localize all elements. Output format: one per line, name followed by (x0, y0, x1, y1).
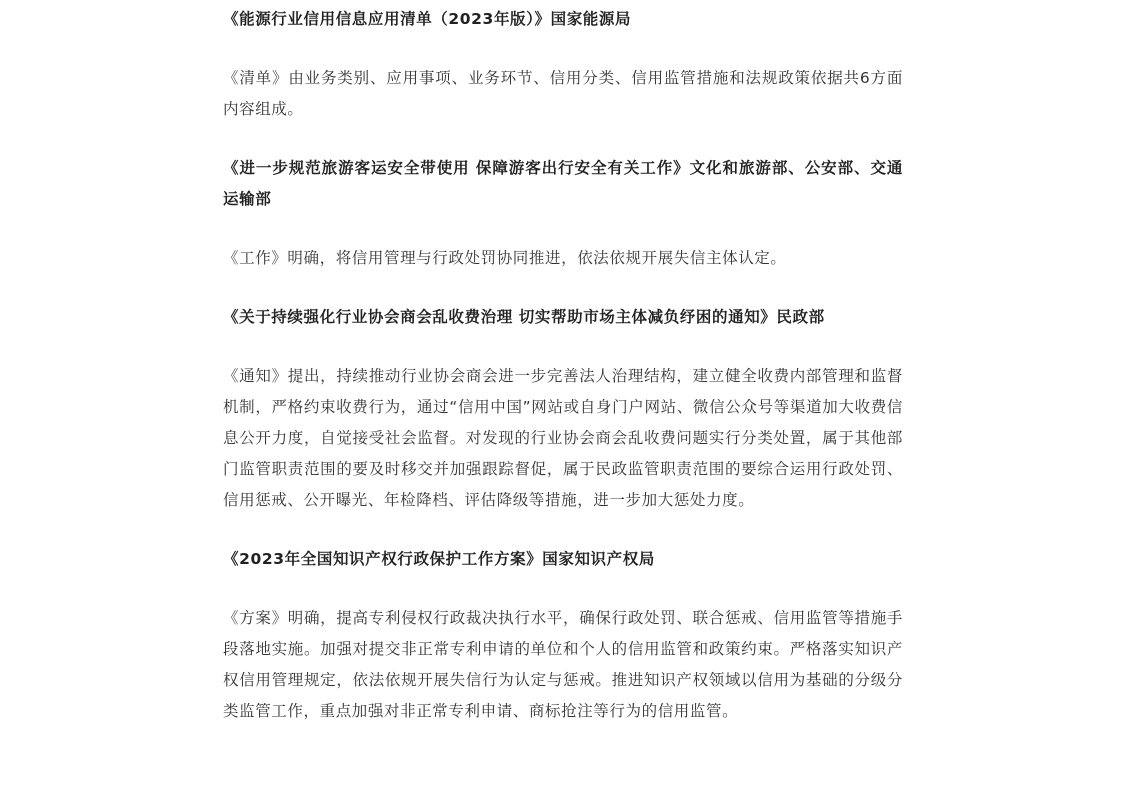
spacer (223, 215, 903, 243)
section-heading: 《进一步规范旅游客运安全带使用 保障游客出行安全有关工作》文化和旅游部、公安部、交通运输部 (223, 159, 903, 208)
section-paragraph: 《工作》明确，将信用管理与行政处罚协同推进，依法依规开展失信主体认定。 (223, 249, 787, 267)
section-paragraph: 《方案》明确，提高专利侵权行政裁决执行水平，确保行政处罚、联合惩戒、信用监管等措施手段落地实施。加强对提交非正常专利申请的单位和个人的信用监管和政策约束。严格落实知识产权信用管理规定，依法依规开展失信行为认定与惩戒。推进知识产权领域以信用为基础的分级分类监管工作，重点加强对非正常专利申请、商标抢注等行为的信用监管。 (223, 609, 903, 720)
section-heading: 《关于持续强化行业协会商会乱收费治理 切实帮助市场主体减负纾困的通知》民政部 (223, 308, 825, 326)
article-body (223, 4, 903, 727)
spacer (223, 516, 903, 544)
spacer (223, 274, 903, 302)
spacer (223, 35, 903, 63)
spacer (223, 575, 903, 603)
section-heading: 《2023年全国知识产权行政保护工作方案》国家知识产权局 (223, 550, 655, 568)
section-paragraph: 《清单》由业务类别、应用事项、业务环节、信用分类、信用监管措施和法规政策依据共6方面内容组成。 (223, 69, 903, 118)
spacer (223, 333, 903, 361)
section-heading: 《能源行业信用信息应用清单（2023年版）》国家能源局 (223, 10, 632, 28)
section-paragraph: 《通知》提出，持续推动行业协会商会进一步完善法人治理结构，建立健全收费内部管理和监督机制，严格约束收费行为，通过“信用中国”网站或自身门户网站、微信公众号等渠道加大收费信息公开力度，自觉接受社会监督。对发现的行业协会商会乱收费问题实行分类处置，属于其他部门监管职责范围的要及时移交并加强跟踪督促，属于民政监管职责范围的要综合运用行政处罚、信用惩戒、公开曝光、年检降档、评估降级等措施，进一步加大惩处力度。 (223, 367, 903, 509)
spacer (223, 125, 903, 153)
